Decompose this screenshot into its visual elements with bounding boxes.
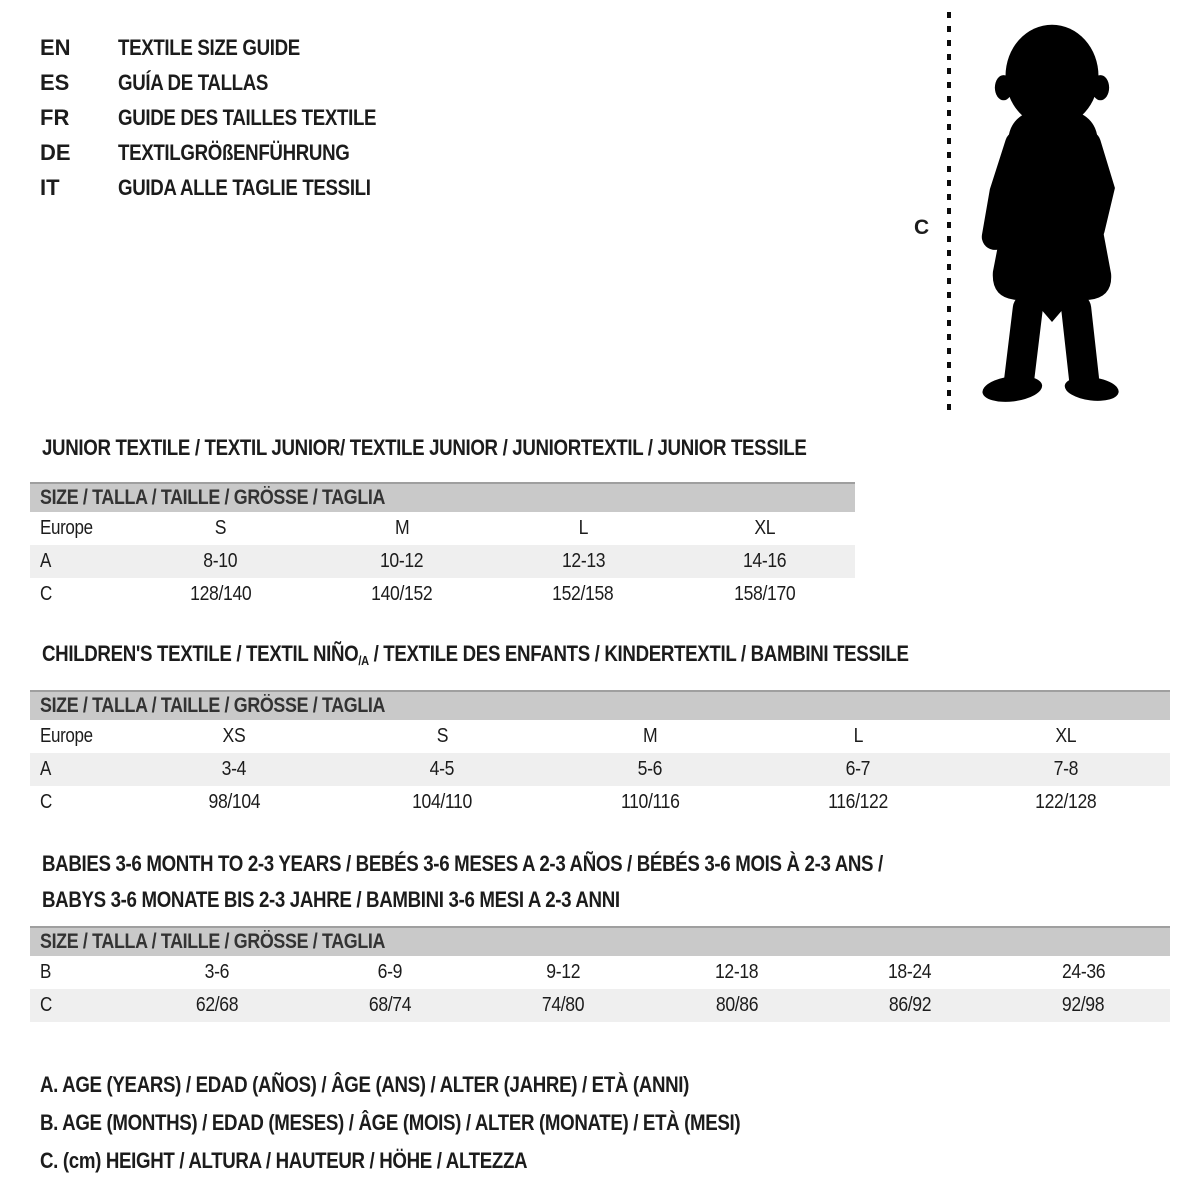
height-value: 80/86 <box>715 994 758 1016</box>
babies-textile-section <box>30 846 1170 1022</box>
age-value: 24-36 <box>1061 961 1105 983</box>
table-row-height-cm <box>30 786 1170 819</box>
size-header-bar: SIZE / TALLA / TAILLE / GRÖSSE / TAGLIA <box>30 482 855 512</box>
table-row-europe <box>30 512 855 545</box>
footnote-c: C. (cm) HEIGHT / ALTURA / HAUTEUR / HÖHE / ALTEZZA <box>40 1148 528 1173</box>
age-value: 14-16 <box>742 550 787 572</box>
height-value: 158/170 <box>733 583 795 605</box>
section-heading <box>30 846 1170 918</box>
age-value: 4-5 <box>429 758 455 780</box>
height-value: 122/128 <box>1035 791 1097 813</box>
size-value: XL <box>1055 725 1077 747</box>
section-heading: CHILDREN'S TEXTILE / TEXTIL NIÑO/A / TEXTILE DES ENFANTS / KINDERTEXTIL / BAMBINI TESSILE <box>42 641 909 668</box>
babies-size-table <box>30 956 1170 1022</box>
footnote-a: A. AGE (YEARS) / EDAD (AÑOS) / ÂGE (ANS) / ALTER (JAHRE) / ETÀ (ANNI) <box>40 1072 690 1097</box>
figure-height-label: C <box>914 216 930 239</box>
table-row-height-cm <box>30 578 855 611</box>
language-row <box>40 170 422 205</box>
age-value: 5-6 <box>637 758 663 780</box>
size-value: S <box>436 725 448 747</box>
children-size-table <box>30 720 1170 819</box>
size-header-bar: SIZE / TALLA / TAILLE / GRÖSSE / TAGLIA <box>30 690 1170 720</box>
language-code: EN <box>40 34 71 60</box>
age-value: 12-18 <box>715 961 759 983</box>
height-value: 110/116 <box>620 791 680 813</box>
height-value: 92/98 <box>1062 994 1105 1016</box>
height-value: 140/152 <box>371 583 433 605</box>
row-label: B <box>40 961 52 983</box>
age-value: 3-6 <box>204 961 229 983</box>
size-guide-figure <box>898 8 1160 422</box>
row-label: C <box>40 583 52 605</box>
language-code: DE <box>40 139 71 165</box>
height-value: 62/68 <box>195 994 238 1016</box>
heading-line: BABYS 3-6 MONATE BIS 2-3 JAHRE / BAMBINI 3-6 MESI A 2-3 ANNI <box>42 887 620 912</box>
age-value: 3-4 <box>221 758 247 780</box>
language-title-list <box>40 30 422 205</box>
height-value: 68/74 <box>368 994 412 1016</box>
age-value: 6-9 <box>377 961 403 983</box>
height-value: 116/122 <box>828 791 888 813</box>
height-value: 152/158 <box>552 583 614 605</box>
age-value: 9-12 <box>546 961 581 983</box>
height-value: 74/80 <box>542 994 585 1016</box>
language-title: TEXTILGRÖßENFÜHRUNG <box>118 139 350 165</box>
row-label: A <box>40 550 52 572</box>
size-header-bar: SIZE / TALLA / TAILLE / GRÖSSE / TAGLIA <box>30 926 1170 956</box>
size-value: M <box>394 517 410 539</box>
language-code: FR <box>40 104 70 130</box>
age-value: 6-7 <box>845 758 871 780</box>
row-label: C <box>40 791 52 813</box>
size-value: M <box>642 725 658 747</box>
junior-textile-section <box>30 436 855 611</box>
heading-line: BABIES 3-6 MONTH TO 2-3 YEARS / BEBÉS 3-6 MESES A 2-3 AÑOS / BÉBÉS 3-6 MOIS À 2-3 ANS / <box>42 851 883 876</box>
size-value: L <box>578 517 588 539</box>
row-label: Europe <box>40 517 93 539</box>
language-title: GUIDE DES TAILLES TEXTILE <box>118 104 377 130</box>
table-row-age-months <box>30 956 1170 989</box>
junior-size-table <box>30 512 855 611</box>
age-value: 18-24 <box>888 961 932 983</box>
age-value: 12-13 <box>561 550 605 572</box>
language-title: GUÍA DE TALLAS <box>118 69 269 95</box>
height-dashed-line-icon <box>946 10 952 420</box>
language-row <box>40 100 422 135</box>
table-row-europe <box>30 720 1170 753</box>
language-row <box>40 135 422 170</box>
size-value: XS <box>222 725 246 747</box>
age-value: 7-8 <box>1053 758 1079 780</box>
size-value: L <box>853 725 863 747</box>
children-textile-section <box>30 642 1170 819</box>
section-heading: JUNIOR TEXTILE / TEXTIL JUNIOR/ TEXTILE JUNIOR / JUNIORTEXTIL / JUNIOR TESSILE <box>42 435 807 460</box>
language-code: ES <box>40 69 70 95</box>
row-label: Europe <box>40 725 93 747</box>
language-row <box>40 30 422 65</box>
height-value: 128/140 <box>190 583 252 605</box>
language-title: GUIDA ALLE TAGLIE TESSILI <box>118 174 371 200</box>
footnote-legend <box>40 1066 864 1180</box>
age-value: 8-10 <box>203 550 238 572</box>
row-label: C <box>40 994 52 1016</box>
height-value: 86/92 <box>888 994 932 1016</box>
footnote-b: B. AGE (MONTHS) / EDAD (MESES) / ÂGE (MOIS) / ALTER (MONATE) / ETÀ (MESI) <box>40 1110 741 1135</box>
language-row <box>40 65 422 100</box>
size-value: S <box>214 517 227 539</box>
heading-subscript: /A <box>358 653 369 668</box>
table-row-age-years <box>30 753 1170 786</box>
language-title: TEXTILE SIZE GUIDE <box>118 34 300 60</box>
age-value: 10-12 <box>380 550 424 572</box>
size-value: XL <box>753 517 775 539</box>
toddler-silhouette-icon <box>960 16 1144 416</box>
height-value: 104/110 <box>412 791 472 813</box>
table-row-age-years <box>30 545 855 578</box>
height-value: 98/104 <box>208 791 260 813</box>
language-code: IT <box>40 174 60 200</box>
row-label: A <box>40 758 52 780</box>
table-row-height-cm <box>30 989 1170 1022</box>
